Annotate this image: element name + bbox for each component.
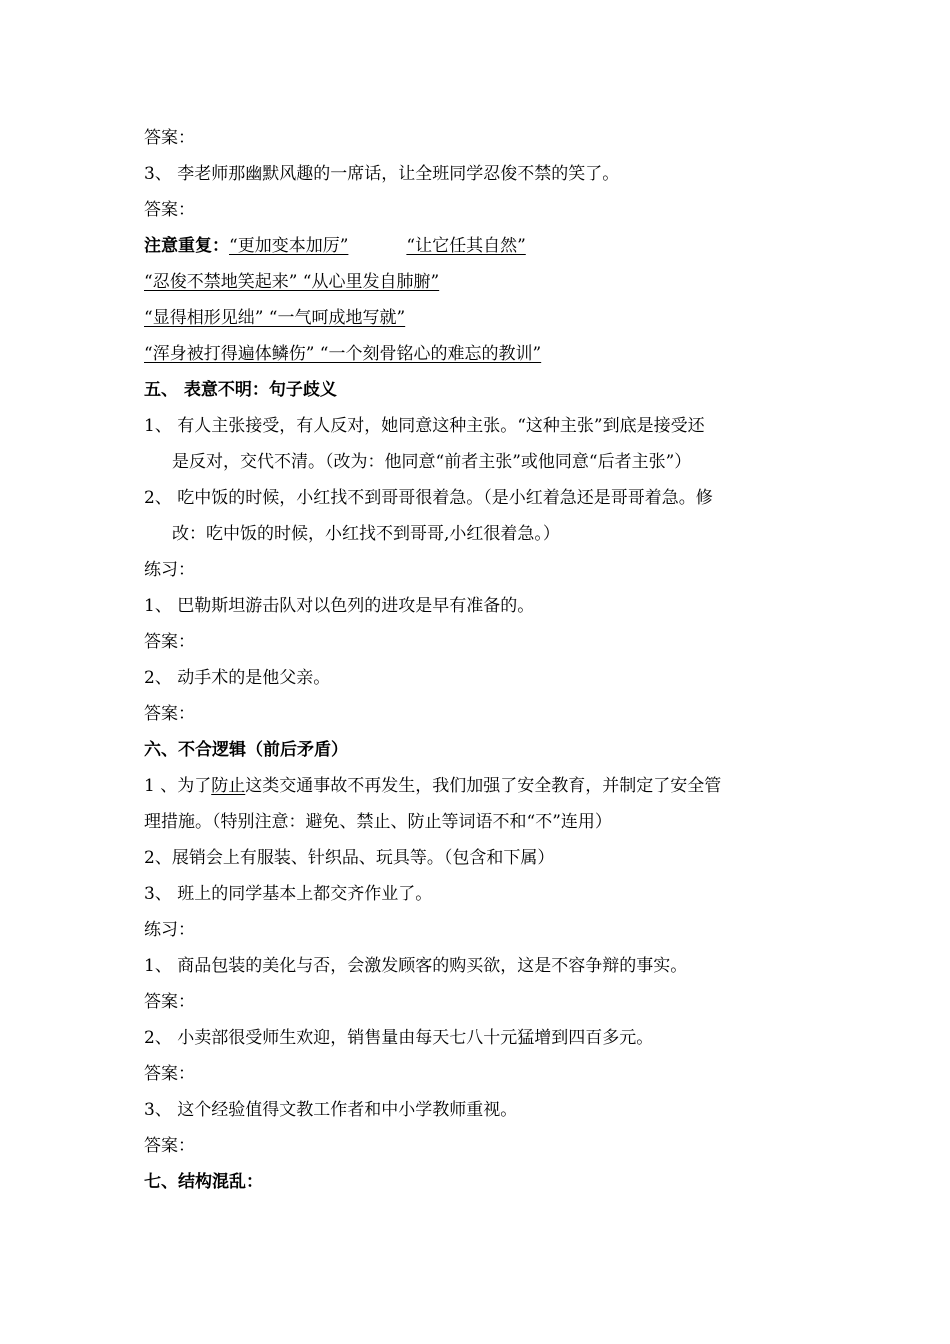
- note-example: “显得相形见绌” “一气呵成地写就”: [144, 308, 406, 328]
- example-sentence: 1 、为了防止这类交通事故不再发生，我们加强了安全教育，并制定了安全管: [144, 776, 722, 796]
- example-sentence: 1、 有人主张接受，有人反对，她同意这种主张。“这种主张”到底是接受还: [144, 416, 705, 436]
- answer-label: 答案：: [144, 128, 195, 148]
- practice-label: 练习：: [144, 920, 195, 940]
- example-sentence: 2、 吃中饭的时候，小红找不到哥哥很着急。（是小红着急还是哥哥着急。修: [144, 488, 713, 508]
- note-example: “忍俊不禁地笑起来” “从心里发自肺腑”: [144, 272, 440, 292]
- note-label: 注意重复：: [144, 236, 229, 256]
- example-sentence: 改：吃中饭的时候，小红找不到哥哥,小红很着急。）: [172, 524, 560, 544]
- practice-item: 2、 小卖部很受师生欢迎，销售量由每天七八十元猛增到四百多元。: [144, 1028, 654, 1048]
- note-repetition: [144, 235, 526, 257]
- practice-item: 1、 巴勒斯坦游击队对以色列的进攻是早有准备的。: [144, 596, 535, 616]
- underlined-word: 防止: [211, 776, 246, 796]
- example-sentence: 理措施。（特别注意：避免、禁止、防止等词语不和“不”连用）: [144, 812, 612, 832]
- section-heading: 六、不合逻辑（前后矛盾）: [144, 740, 348, 760]
- note-example: “浑身被打得遍体鳞伤” “一个刻骨铭心的难忘的教训”: [144, 344, 542, 364]
- section-heading: 五、 表意不明：句子歧义: [144, 380, 337, 400]
- practice-item: 1、 商品包装的美化与否，会激发顾客的购买欲，这是不容争辩的事实。: [144, 956, 688, 976]
- practice-item: 2、 动手术的是他父亲。: [144, 668, 331, 688]
- example-sentence: 是反对，交代不清。（改为：他同意“前者主张”或他同意“后者主张”）: [172, 452, 692, 472]
- answer-label: 答案：: [144, 1064, 195, 1084]
- example-sentence: 3、 班上的同学基本上都交齐作业了。: [144, 884, 433, 904]
- practice-label: 练习：: [144, 560, 195, 580]
- practice-item: 3、 这个经验值得文教工作者和中小学教师重视。: [144, 1100, 518, 1120]
- answer-label: 答案：: [144, 632, 195, 652]
- section-heading: 七、结构混乱：: [144, 1172, 263, 1192]
- example-sentence: 3、 李老师那幽默风趣的一席话，让全班同学忍俊不禁的笑了。: [144, 164, 620, 184]
- note-example: “更加变本加厉” “让它任其自然”: [229, 236, 526, 256]
- answer-label: 答案：: [144, 992, 195, 1012]
- answer-label: 答案：: [144, 200, 195, 220]
- example-sentence: 2、展销会上有服装、针织品、玩具等。（包含和下属）: [144, 848, 555, 868]
- answer-label: 答案：: [144, 1136, 195, 1156]
- answer-label: 答案：: [144, 704, 195, 724]
